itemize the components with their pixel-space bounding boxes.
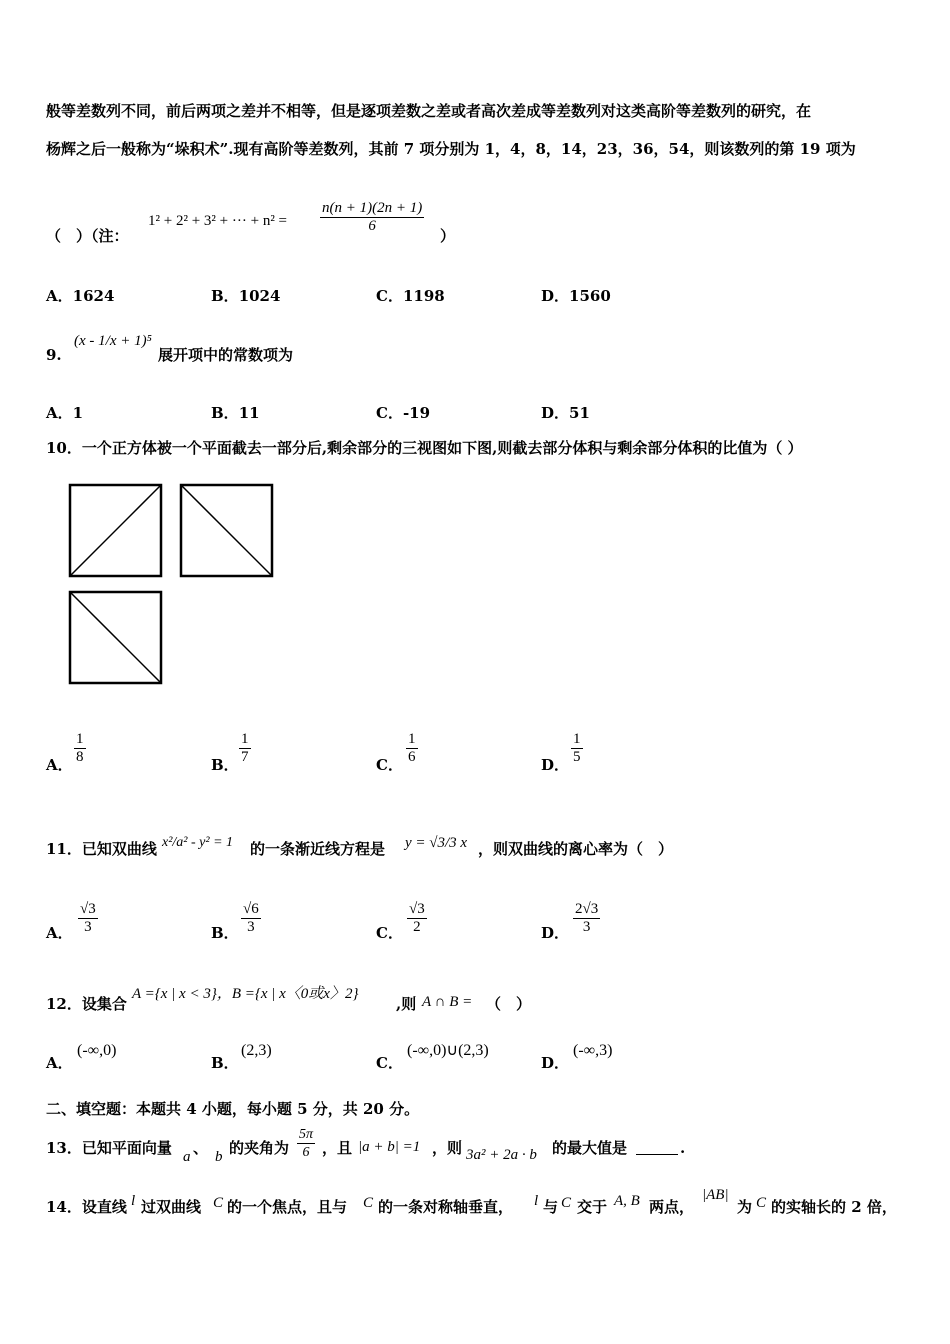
q11-option-a-label[interactable]: A． <box>46 924 73 942</box>
q13-answer-blank[interactable] <box>636 1140 678 1155</box>
q8-option-b[interactable] <box>211 287 280 305</box>
q8-option-d-value: 1560 <box>569 287 611 305</box>
section-2-heading: 二、填空题：本题共 4 小题，每小题 5 分，共 20 分。 <box>46 1100 420 1118</box>
q9-option-d[interactable] <box>541 404 590 422</box>
q9-option-b-value: 11 <box>238 404 260 422</box>
top-view <box>70 592 161 683</box>
q9-option-a[interactable] <box>46 404 83 422</box>
q13-expression: 3a² + 2a · b <box>466 1147 537 1163</box>
q11-hyperbola: x²/a² - y² = 1 <box>162 835 234 850</box>
q10-option-c-den: 6 <box>408 749 416 765</box>
q14-text-8: 为 <box>737 1198 753 1216</box>
q9-option-c-label: C． <box>376 404 403 422</box>
q14-text-6: 交于 <box>577 1198 608 1216</box>
q14-curve-c-2: C <box>363 1195 374 1211</box>
q9-option-b[interactable] <box>211 404 260 422</box>
q8-formula-numerator: n(n + 1)(2n + 1) <box>322 200 423 216</box>
q11-option-a-num: √3 <box>80 901 96 917</box>
q10-option-d-fraction[interactable] <box>571 731 583 766</box>
q13-suffix: 的最大值是 <box>552 1139 628 1157</box>
q10-option-d-num: 1 <box>573 731 581 747</box>
q8-formula-lhs: 1² + 2² + 3² + ··· + n² = <box>148 213 288 229</box>
q11-option-d-num: 2√3 <box>575 901 599 917</box>
q8-text-line1: 般等差数列不同，前后两项之差并不相等，但是逐项差数之差或者高次差成等差数列对这类高阶等差数列的研究，在 <box>46 102 812 120</box>
q9-option-a-value: 1 <box>72 404 84 422</box>
q8-option-b-value: 1024 <box>238 287 281 305</box>
q13-angle-fraction <box>297 1126 315 1161</box>
q11-option-a-fraction[interactable] <box>78 901 98 936</box>
q8-formula-fraction <box>320 200 424 235</box>
q11-option-d-den: 3 <box>582 919 591 935</box>
q10-option-a-num: 1 <box>76 731 84 747</box>
q12-intersection: A ∩ B = <box>422 994 473 1010</box>
q9-option-c[interactable] <box>376 404 430 422</box>
q10-option-c-fraction[interactable] <box>406 731 418 766</box>
q14-text-1: 14．设直线 <box>46 1198 127 1216</box>
q13-sep: 、 <box>193 1139 209 1157</box>
q11-option-d-fraction[interactable] <box>573 901 600 936</box>
q13-prefix: 13．已知平面向量 <box>46 1139 172 1157</box>
q10-option-b-label[interactable]: B． <box>211 756 239 774</box>
q12-option-c-label[interactable]: C． <box>376 1054 403 1072</box>
q9-option-c-value: -19 <box>402 404 431 422</box>
q12-option-c-value[interactable]: (-∞,0)∪(2,3) <box>407 1042 489 1059</box>
q13-condition: |a + b| =1 <box>358 1139 421 1155</box>
q13-angle-text: 的夹角为 <box>229 1139 290 1157</box>
q8-option-a-label: A． <box>46 287 73 305</box>
q8-option-b-label: B． <box>211 287 239 305</box>
q11-option-c-num: √3 <box>409 901 425 917</box>
q10-option-c-num: 1 <box>408 731 416 747</box>
q9-expression: (x - 1/x + 1)⁵ <box>74 333 152 349</box>
q11-option-c-fraction[interactable] <box>407 901 427 936</box>
q13-end: . <box>680 1139 686 1157</box>
q14-curve-c-4: C <box>756 1195 767 1211</box>
q8-option-c[interactable] <box>376 287 445 305</box>
q11-option-c-den: 2 <box>413 919 421 935</box>
q8-paren: （ ）（注： <box>46 227 129 245</box>
q10-option-b-num: 1 <box>241 731 249 747</box>
q11-option-a-den: 3 <box>84 919 92 935</box>
q11-mid: 的一条渐近线方程是 <box>250 840 386 858</box>
q12-mid: ,则 <box>396 995 417 1013</box>
q8-formula-denominator: 6 <box>368 218 376 234</box>
q10-option-a-den: 8 <box>76 749 84 765</box>
q10-option-a-fraction[interactable] <box>74 731 86 766</box>
q12-option-a-value[interactable]: (-∞,0) <box>77 1042 117 1059</box>
q8-option-a-value: 1624 <box>72 287 115 305</box>
q10-stem: 10．一个正方体被一个平面截去一部分后,剩余部分的三视图如下图,则截去部分体积与剩余部分体积的比值为（ ） <box>46 439 803 457</box>
front-view <box>70 485 161 576</box>
q9-option-d-value: 51 <box>569 404 590 422</box>
q10-three-view-diagram <box>66 480 278 690</box>
q13-cond-prefix: ，且 <box>322 1139 353 1157</box>
q10-option-d-den: 5 <box>573 749 581 765</box>
q12-option-b-label[interactable]: B． <box>211 1054 239 1072</box>
q14-text-7: 两点， <box>649 1198 695 1216</box>
q8-option-c-label: C． <box>376 287 403 305</box>
q8-option-d-label: D． <box>541 287 570 305</box>
q8-close: ） <box>440 227 456 245</box>
q8-text-line2: 杨辉之后一般称为“垛积术”.现有高阶等差数列，其前 7 项分别为 1，4，8，14，23，36，54，则该数列的第 19 项为 <box>46 140 856 158</box>
q14-line-l: l <box>131 1193 136 1209</box>
q9-number: 9. <box>46 346 62 364</box>
q8-option-a[interactable] <box>46 287 114 305</box>
q14-points-ab: A, B <box>614 1193 640 1209</box>
q13-angle-num: 5π <box>299 1127 314 1142</box>
q14-text-9: 的实轴长的 2 倍， <box>771 1198 897 1216</box>
q12-sets: A ={x | x < 3}，B ={x | x〈0或x〉2} <box>132 986 359 1002</box>
q13-then: ，则 <box>432 1139 463 1157</box>
q14-abs-ab: |AB| <box>702 1187 729 1203</box>
q13-vector-b: b <box>215 1149 223 1165</box>
q9-option-b-label: B． <box>211 404 239 422</box>
side-view <box>181 485 272 576</box>
q11-suffix: ，则双曲线的离心率为（ ） <box>478 840 674 858</box>
q12-option-a-label[interactable]: A． <box>46 1054 73 1072</box>
q14-curve-c: C <box>213 1195 224 1211</box>
q14-text-3: 的一个焦点，且与 <box>227 1198 348 1216</box>
q9-option-d-label: D． <box>541 404 570 422</box>
q13-angle-den: 6 <box>302 1145 310 1160</box>
q11-option-b-num: √6 <box>243 901 259 917</box>
q11-option-b-label[interactable]: B． <box>211 924 239 942</box>
q10-option-d-label[interactable]: D． <box>541 756 570 774</box>
q14-curve-c-3: C <box>561 1195 572 1211</box>
q9-option-a-label: A． <box>46 404 73 422</box>
q10-option-a-label[interactable]: A． <box>46 756 73 774</box>
q11-option-b-fraction[interactable] <box>241 901 261 936</box>
q9-stem: 展开项中的常数项为 <box>158 346 294 364</box>
q12-option-d-label[interactable]: D． <box>541 1054 570 1072</box>
q12-prefix: 12．设集合 <box>46 995 127 1013</box>
q11-option-d-label[interactable]: D． <box>541 924 570 942</box>
q10-option-b-den: 7 <box>241 749 249 765</box>
q14-text-4: 的一条对称轴垂直， <box>378 1198 514 1216</box>
q10-option-c-label[interactable]: C． <box>376 756 403 774</box>
q10-option-b-fraction[interactable] <box>239 731 251 766</box>
q11-option-c-label[interactable]: C． <box>376 924 403 942</box>
q11-asymptote: y = √3/3 x <box>405 835 468 851</box>
q14-text-2: 过双曲线 <box>141 1198 202 1216</box>
q11-prefix: 11．已知双曲线 <box>46 840 157 858</box>
q14-text-5: 与 <box>543 1198 559 1216</box>
q14-line-l-2: l <box>534 1193 539 1209</box>
q11-option-b-den: 3 <box>247 919 255 935</box>
q13-vector-a: a <box>183 1149 191 1165</box>
q8-option-c-value: 1198 <box>402 287 445 305</box>
q12-option-d-value[interactable]: (-∞,3) <box>573 1042 613 1059</box>
q12-option-b-value[interactable]: (2,3) <box>241 1042 272 1059</box>
q8-option-d[interactable] <box>541 287 611 305</box>
q12-suffix: （ ） <box>486 995 532 1013</box>
